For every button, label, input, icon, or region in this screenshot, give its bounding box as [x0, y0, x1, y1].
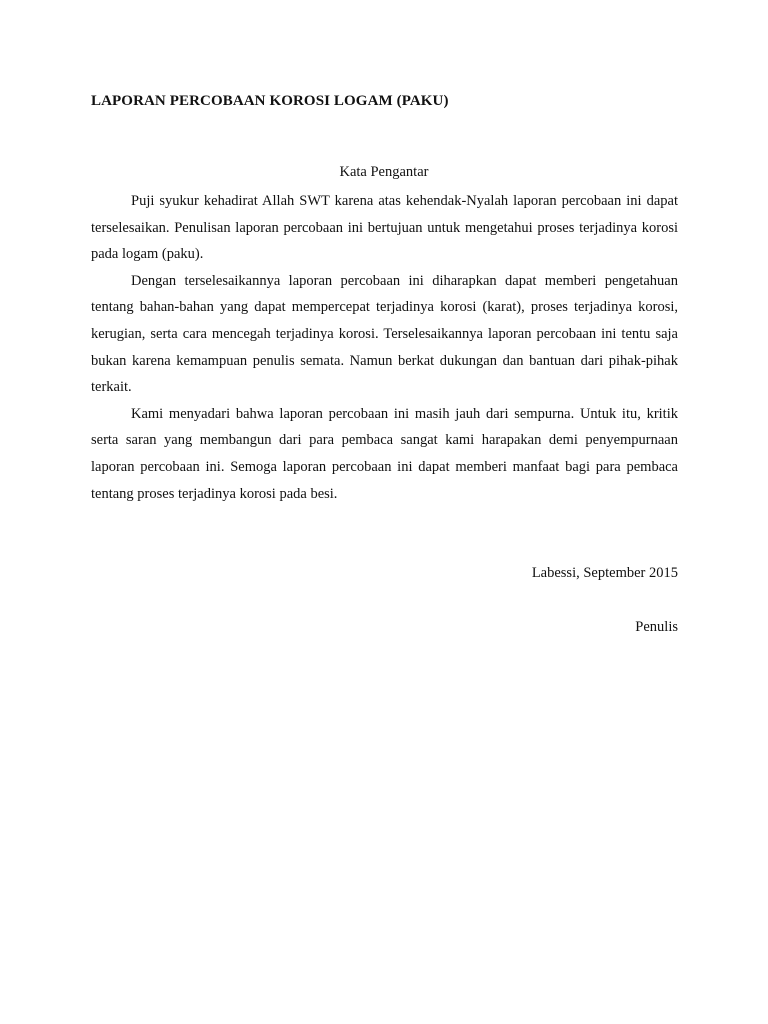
author-signature: Penulis	[635, 619, 678, 635]
body-text	[91, 188, 678, 507]
place-date: Labessi, September 2015	[531, 565, 678, 581]
paragraph-2: Dengan terselesaikannya laporan percobaan ini diharapkan dapat memberi pengetahuan tentang bahan-bahan yang dapat mempercepat terjadinya korosi (karat), proses terjadinya korosi, kerugian, serta cara mencegah terjadinya korosi. Terselesaikannya laporan percobaan ini tentu saja bukan karena kemampuan penulis semata. Namun berkat dukungan dan bantuan dari pihak-pihak terkait.	[91, 272, 678, 396]
paragraph-1: Puji syukur kehadirat Allah SWT karena atas kehendak-Nyalah laporan percobaan ini dapat terselesaikan. Penulisan laporan percobaan ini bertujuan untuk mengetahui proses terjadinya korosi pada logam (paku).	[91, 193, 678, 263]
document-title: LAPORAN PERCOBAAN KOROSI LOGAM (PAKU)	[91, 93, 449, 109]
paragraph-3: Kami menyadari bahwa laporan percobaan ini masih jauh dari sempurna. Untuk itu, kritik serta saran yang membangun dari para pembaca sangat kami harapakan demi penyempurnaan laporan percobaan ini. Semoga laporan percobaan ini dapat memberi manfaat bagi para pembaca tentang proses terjadinya korosi pada besi.	[91, 405, 678, 502]
section-heading: Kata Pengantar	[339, 164, 429, 180]
